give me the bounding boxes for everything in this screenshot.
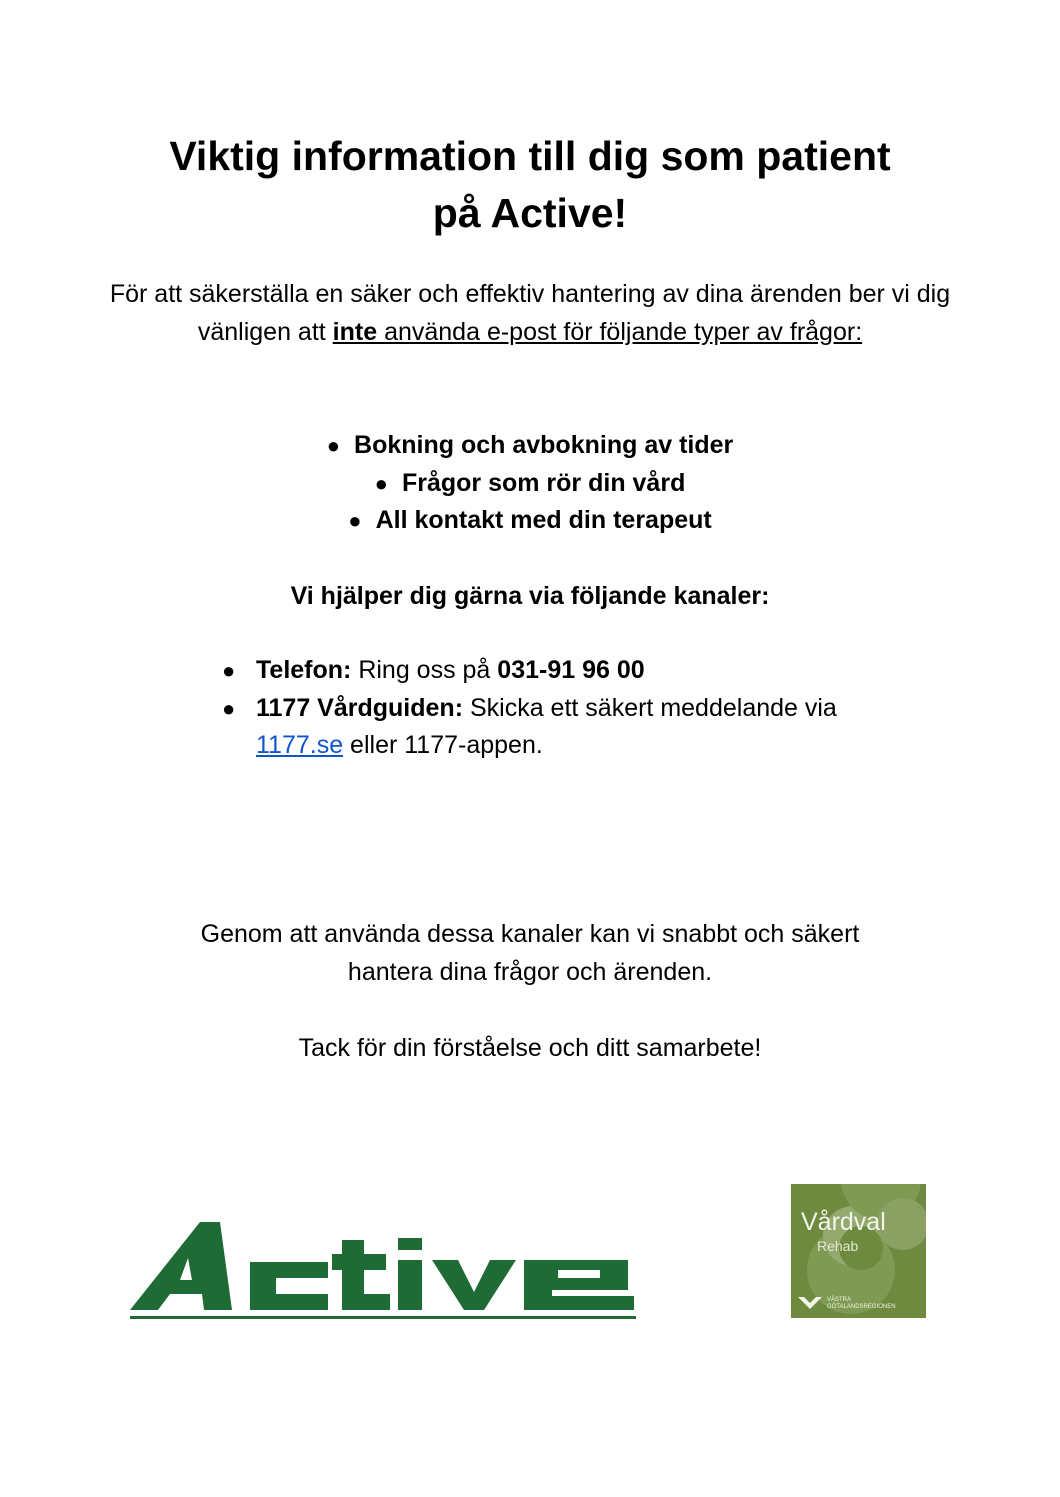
vgr-logo bbox=[797, 1296, 923, 1312]
vardval-rehab-logo bbox=[791, 1184, 926, 1318]
intro-emphasis: inte bbox=[332, 317, 378, 346]
topic-label: Bokning och avbokning av tider bbox=[354, 431, 734, 459]
topic-list bbox=[100, 427, 960, 540]
closing-line-1: Genom att använda dessa kanaler kan vi snabbt och säkert bbox=[200, 920, 860, 948]
title-line-1: Viktig information till dig som patient bbox=[169, 133, 891, 179]
guide-label: 1177 Vårdguiden: bbox=[256, 693, 464, 722]
intro-paragraph bbox=[100, 276, 960, 351]
bullet-icon: ● bbox=[222, 695, 236, 721]
guide-text: Skicka ett säkert meddelande via bbox=[463, 693, 837, 722]
intro-text-end: använda e-post för följande typer av frågor: bbox=[377, 317, 863, 346]
thanks-text: Tack för din förståelse och ditt samarbete! bbox=[298, 1034, 762, 1062]
title-line-2: på Active! bbox=[432, 190, 628, 236]
vgr-name bbox=[827, 1297, 896, 1311]
phone-label: Telefon: bbox=[256, 656, 352, 684]
list-item bbox=[100, 427, 960, 465]
list-item bbox=[100, 465, 960, 503]
bullet-icon: ● bbox=[374, 470, 388, 496]
intro-text-start: För att säkerställa en säker och effektiv hantering av dina ärenden ber vi dig vänligen att bbox=[109, 280, 951, 346]
vgr-name-line-1: VÄSTRA bbox=[827, 1297, 852, 1303]
phone-text: Ring oss på bbox=[351, 656, 498, 684]
vardval-subtitle: Rehab bbox=[817, 1238, 859, 1254]
topic-label: All kontakt med din terapeut bbox=[375, 506, 712, 534]
closing-paragraph bbox=[100, 916, 960, 991]
list-item bbox=[100, 502, 960, 540]
vgr-emblem-icon bbox=[797, 1296, 823, 1310]
closing-line-2: hantera dina frågor och ärenden. bbox=[347, 957, 713, 986]
vgr-name-line-2: GÖTALANDSREGIONEN bbox=[827, 1304, 896, 1310]
bullet-icon: ● bbox=[348, 508, 362, 533]
vardval-title: Vårdval bbox=[801, 1208, 886, 1236]
phone-number: 031-91 96 00 bbox=[497, 656, 645, 684]
bullet-icon: ● bbox=[222, 658, 236, 683]
channel-1177 bbox=[222, 690, 942, 765]
bullet-icon: ● bbox=[326, 433, 341, 458]
link-1177-se[interactable]: 1177.se bbox=[256, 731, 344, 759]
guide-text-after: eller 1177-appen. bbox=[343, 731, 543, 759]
page-title bbox=[100, 128, 960, 242]
channel-phone bbox=[222, 652, 942, 690]
topic-label: Frågor som rör din vård bbox=[401, 468, 686, 497]
channels-heading: Vi hjälper dig gärna via följande kanaler: bbox=[290, 582, 770, 610]
active-logo bbox=[128, 1214, 640, 1322]
channel-list bbox=[222, 652, 942, 765]
